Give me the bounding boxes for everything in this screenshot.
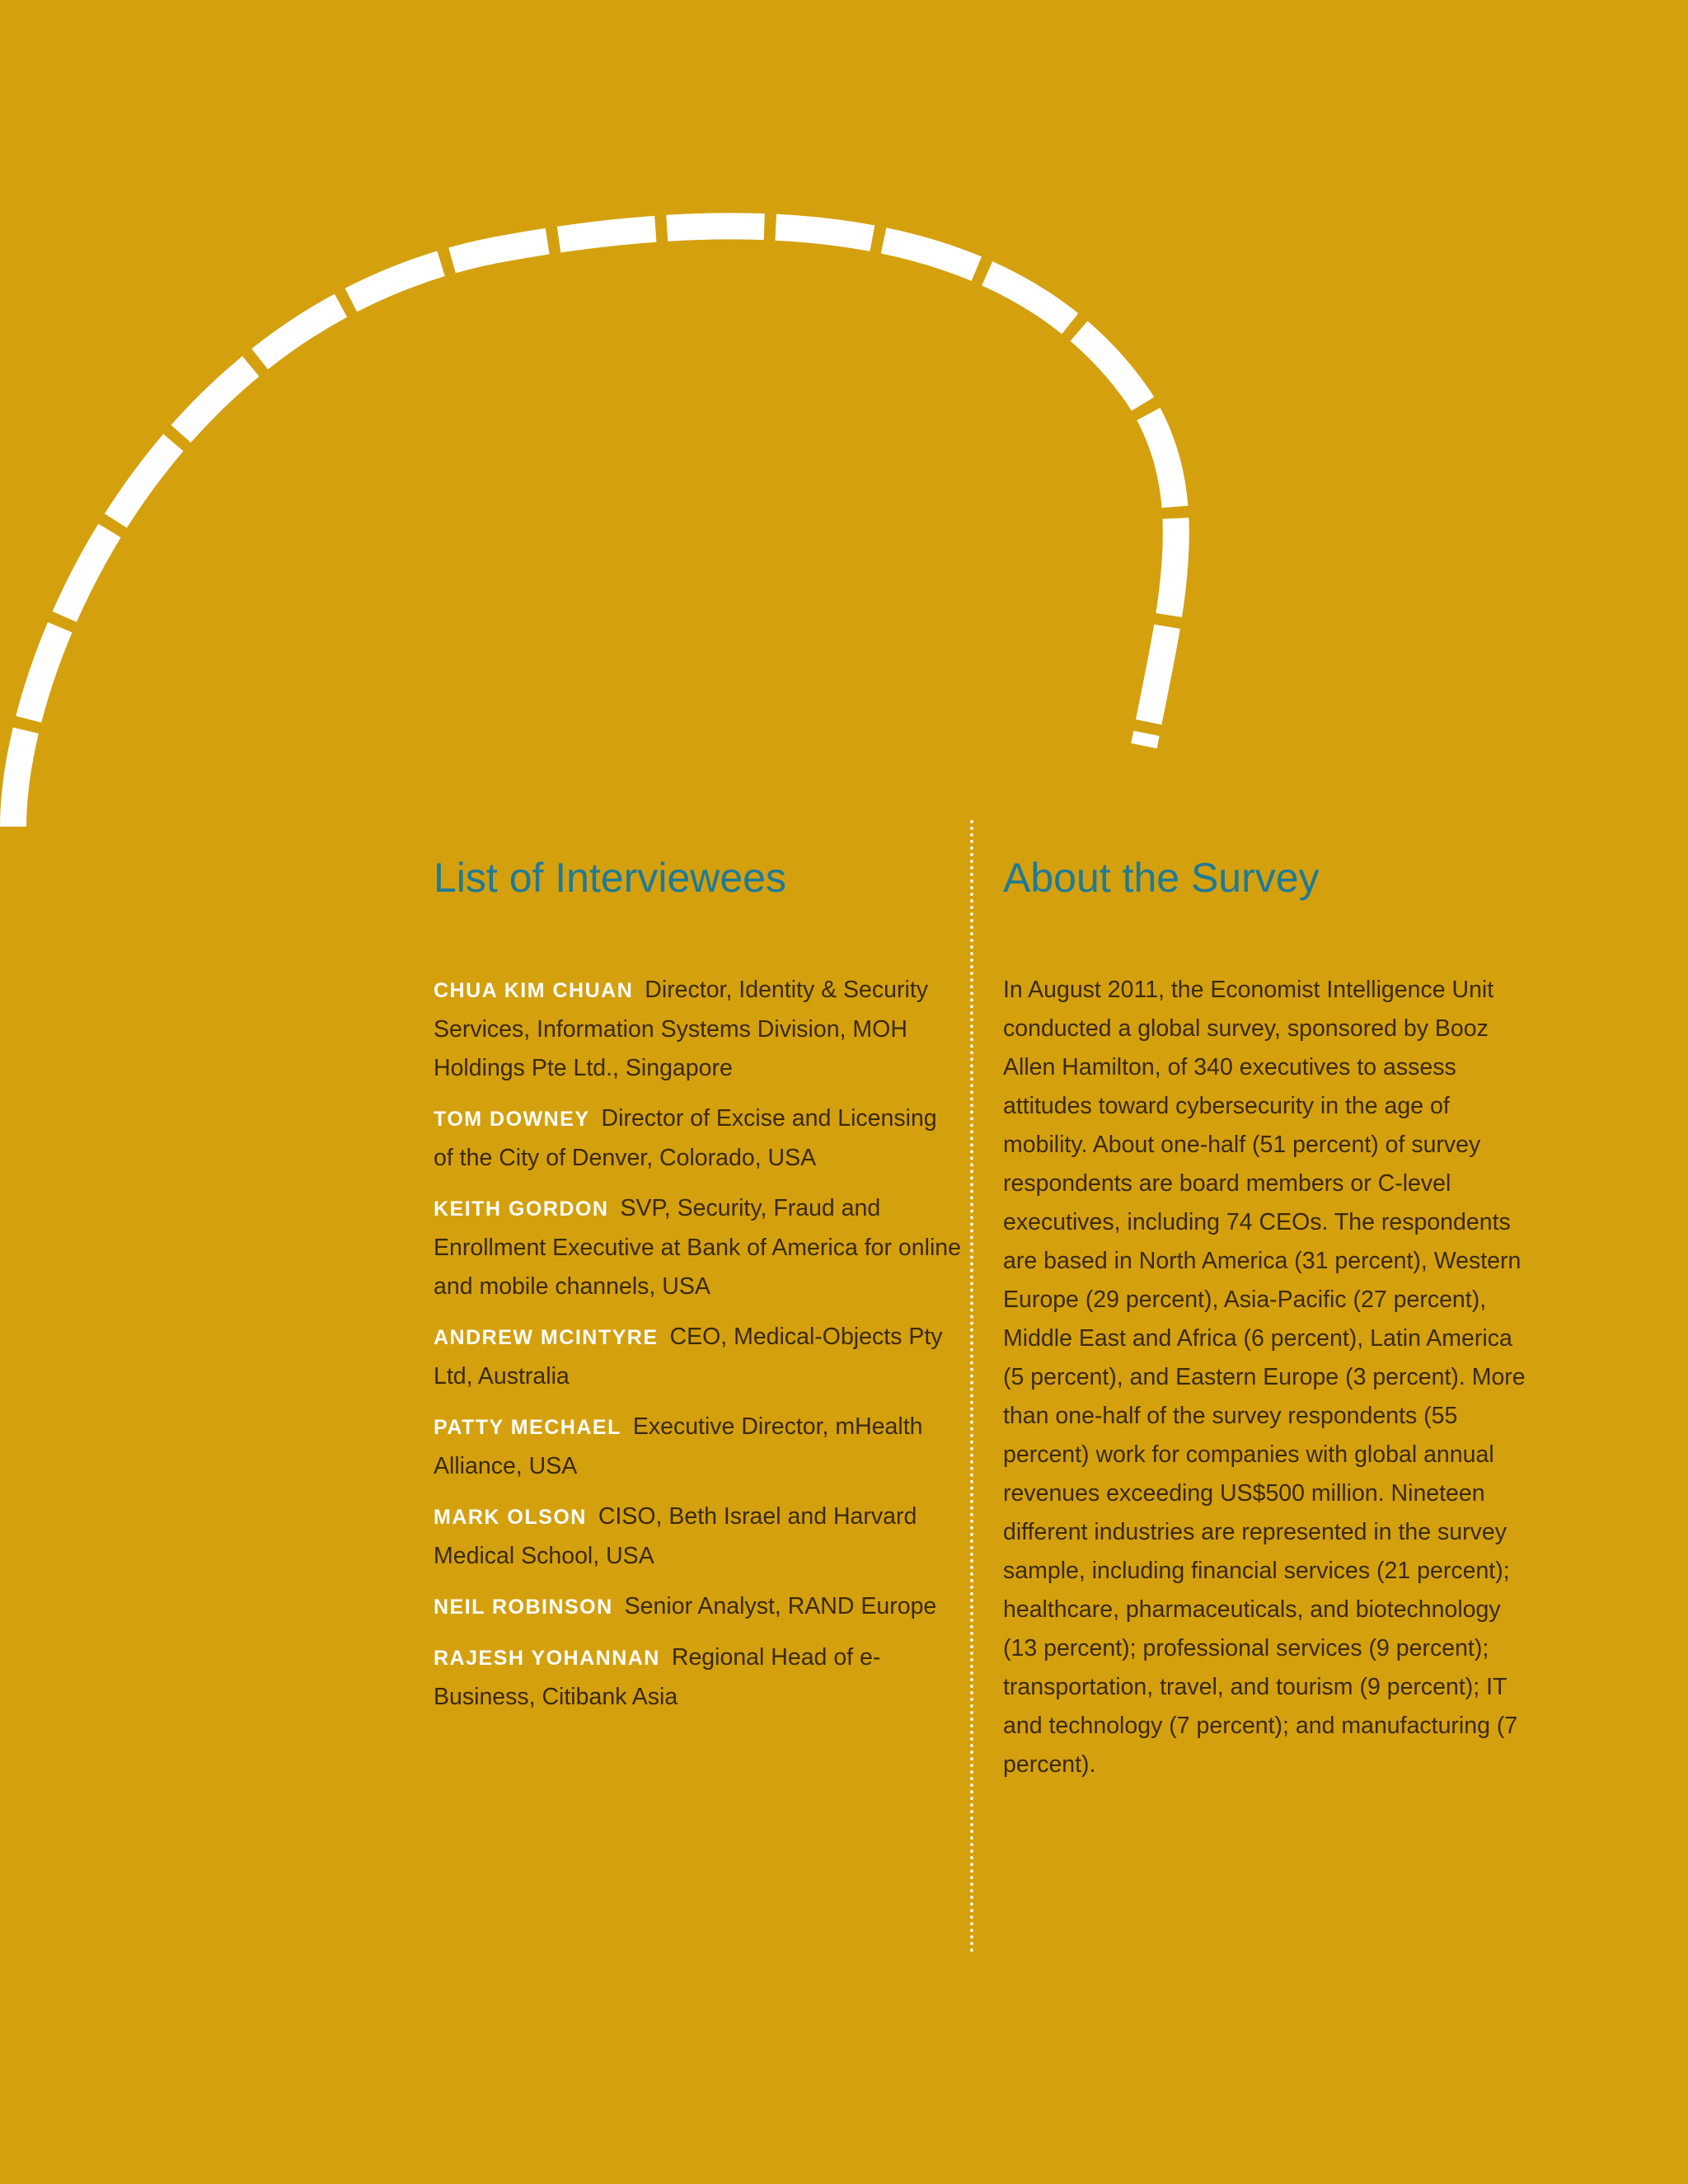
survey-description: In August 2011, the Economist Intelligence Unit conducted a global survey, sponsored by Booz Allen Hamilton, of 340 executives to assess attitudes toward cybersecurity in the age of mobility. About one-half (51 percent) of survey respondents are board members or C-level executives, including 74 CEOs. The respondents are based in North America (31 percent), Western Europe (29 percent), Asia-Pacific (27 percent), Middle East and Africa (6 percent), Latin America (5 percent), and Eastern Europe (3 percent). More than one-half of the survey respondents (55 percent) work for companies with global annual revenues exceeding US$500 million. Nineteen different industries are represented in the survey sample, including financial services (21 percent); healthcare, pharmaceuticals, and biotechnology (13 percent); professional services (9 percent); transportation, travel, and tourism (9 percent); IT and technology (7 percent); and manufacturing (7 percent). <box>1003 977 1526 1778</box>
interviewee-entry <box>434 1318 961 1396</box>
interviewee-role: Director of Excise and Licensing of the City of Denver, Colorado, USA <box>434 1105 937 1171</box>
interviewee-entry <box>434 1638 961 1717</box>
interviewees-heading: List of Interviewees <box>434 855 786 901</box>
interviewee-name: CHUA KIM CHUAN <box>434 979 634 1002</box>
interviewee-name: ANDREW MCINTYRE <box>434 1326 659 1349</box>
interviewee-name: RAJESH YOHANNAN <box>434 1647 660 1670</box>
interviewee-entry <box>434 971 961 1088</box>
interviewees-section <box>434 849 961 1728</box>
interviewee-name: TOM DOWNEY <box>434 1108 590 1131</box>
interviewee-role: Director, Identity & Security Services, Information Systems Division, MOH Holdings Pte Ltd., Singapore <box>434 977 928 1081</box>
interviewee-role: Regional Head of e-Business, Citibank Asia <box>434 1644 881 1710</box>
interviewee-entry <box>434 1497 961 1576</box>
dashed-spiral-decoration <box>0 0 1688 832</box>
interviewee-role: CEO, Medical-Objects Pty Ltd, Australia <box>434 1324 943 1390</box>
interviewee-entry <box>434 1408 961 1486</box>
interviewee-role: Senior Analyst, RAND Europe <box>624 1593 937 1619</box>
interviewee-name: KEITH GORDON <box>434 1197 609 1221</box>
interviewee-entry <box>434 1099 961 1178</box>
interviewee-role: SVP, Security, Fraud and Enrollment Executive at Bank of America for online and mobile channels, USA <box>434 1195 961 1300</box>
interviewee-list <box>434 971 961 1717</box>
interviewee-entry <box>434 1189 961 1306</box>
interviewee-name: MARK OLSON <box>434 1506 587 1529</box>
interviewee-role: Executive Director, mHealth Alliance, USA <box>434 1413 923 1479</box>
interviewee-name: PATTY MECHAEL <box>434 1416 621 1439</box>
interviewee-role: CISO, Beth Israel and Harvard Medical School, USA <box>434 1503 917 1569</box>
interviewee-entry <box>434 1587 961 1627</box>
interviewee-name: NEIL ROBINSON <box>434 1596 613 1619</box>
column-divider <box>970 820 973 1953</box>
survey-heading: About the Survey <box>1003 855 1320 901</box>
survey-section <box>1003 849 1531 1784</box>
